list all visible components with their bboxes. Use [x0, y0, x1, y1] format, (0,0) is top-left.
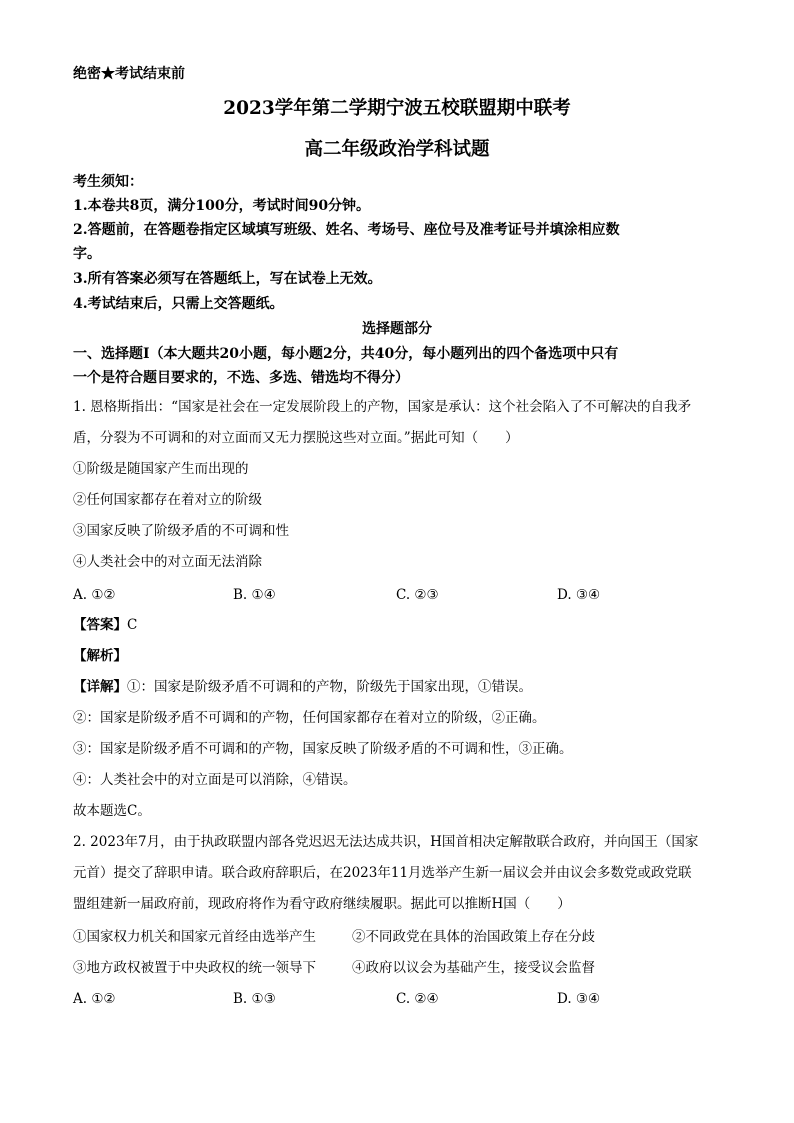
q2-option-a: A. ①② — [73, 991, 116, 1007]
q1-option-d: D. ③④ — [557, 587, 601, 603]
q1-detail-line: ②：国家是阶级矛盾不可调和的产物，任何国家都存在着对立的阶级，②正确。 — [73, 710, 546, 726]
answer-tag: 【答案】 — [73, 617, 127, 633]
notice-item: 4.考试结束后，只需上交答题纸。 — [73, 296, 284, 312]
q2-statement: ④政府以议会为基础产生，接受议会监督 — [352, 960, 595, 976]
q1-stem: 1. 恩格斯指出：“国家是社会在一定发展阶段上的产物，国家是承认：这个社会陷入了不可解决的自我矛 — [73, 399, 692, 415]
q1-option-a: A. ①② — [73, 587, 116, 603]
q2-option-b: B. ①③ — [233, 991, 276, 1007]
detail-tag: 【详解】 — [73, 679, 127, 695]
q1-stem: 盾，分裂为不可调和的对立面而又无力摆脱这些对立面。”据此可知（ ） — [73, 430, 519, 446]
q1-detail-line — [73, 677, 532, 697]
q2-stem: 2. 2023年7月，由于执政联盟内部各党迟迟无法达成共识，H国首相决定解散联合政府，并向国王（国家 — [73, 834, 699, 850]
notice-item: 1.本卷共8页，满分100分，考试时间90分钟。 — [73, 198, 371, 214]
q1-conclusion: 故本题选C。 — [73, 803, 151, 819]
q1-statement: ②任何国家都存在着对立的阶级 — [73, 492, 262, 508]
q1-statement: ④人类社会中的对立面无法消除 — [73, 554, 262, 570]
q1-option-b: B. ①④ — [233, 587, 276, 603]
q2-statement: ③地方政权被置于中央政权的统一领导下 — [73, 960, 316, 976]
answer-value: C — [127, 617, 138, 633]
q1-detail-line: ③：国家是阶级矛盾不可调和的产物，国家反映了阶级矛盾的不可调和性，③正确。 — [73, 741, 573, 757]
q2-option-c: C. ②④ — [396, 991, 439, 1007]
q1-detail-line: ④：人类社会中的对立面是可以消除，④错误。 — [73, 772, 357, 788]
section-title: 选择题部分 — [362, 321, 432, 337]
q2-option-d: D. ③④ — [557, 991, 601, 1007]
notice-heading: 考生须知： — [73, 174, 143, 190]
exam-subtitle: 高二年级政治学科试题 — [304, 139, 490, 160]
q1-statement: ③国家反映了阶级矛盾的不可调和性 — [73, 523, 289, 539]
q2-statement: ②不同政党在具体的治国政策上存在分歧 — [352, 929, 595, 945]
section-instruction: 一、选择题Ⅰ（本大题共20小题，每小题2分，共40分，每小题列出的四个备选项中只有 — [73, 346, 619, 362]
q2-stem: 盟组建新一届政府前，现政府将作为看守政府继续履职。据此可以推断H国（ ） — [73, 896, 571, 912]
analysis-tag: 【解析】 — [73, 648, 127, 664]
q1-option-c: C. ②③ — [396, 587, 439, 603]
section-instruction: 一个是符合题目要求的，不选、多选、错选均不得分） — [73, 370, 409, 386]
notice-item: 2.答题前，在答题卷指定区域填写班级、姓名、考场号、座位号及准考证号并填涂相应数 — [73, 222, 620, 238]
q1-answer-line — [73, 615, 137, 635]
secrecy-label: 绝密★考试结束前 — [73, 66, 185, 82]
q2-stem: 元首）提交了辞职申请。联合政府辞职后，在2023年11月选举产生新一届议会并由议会多数党或政党联 — [73, 865, 692, 881]
detail-text: ①：国家是阶级矛盾不可调和的产物，阶级先于国家出现，①错误。 — [127, 679, 532, 695]
notice-item: 3.所有答案必须写在答题纸上，写在试卷上无效。 — [73, 271, 382, 287]
notice-item: 字。 — [73, 246, 101, 262]
q2-statement: ①国家权力机关和国家元首经由选举产生 — [73, 929, 316, 945]
exam-title: 2023学年第二学期宁波五校联盟期中联考 — [223, 98, 571, 119]
q1-statement: ①阶级是随国家产生而出现的 — [73, 461, 249, 477]
